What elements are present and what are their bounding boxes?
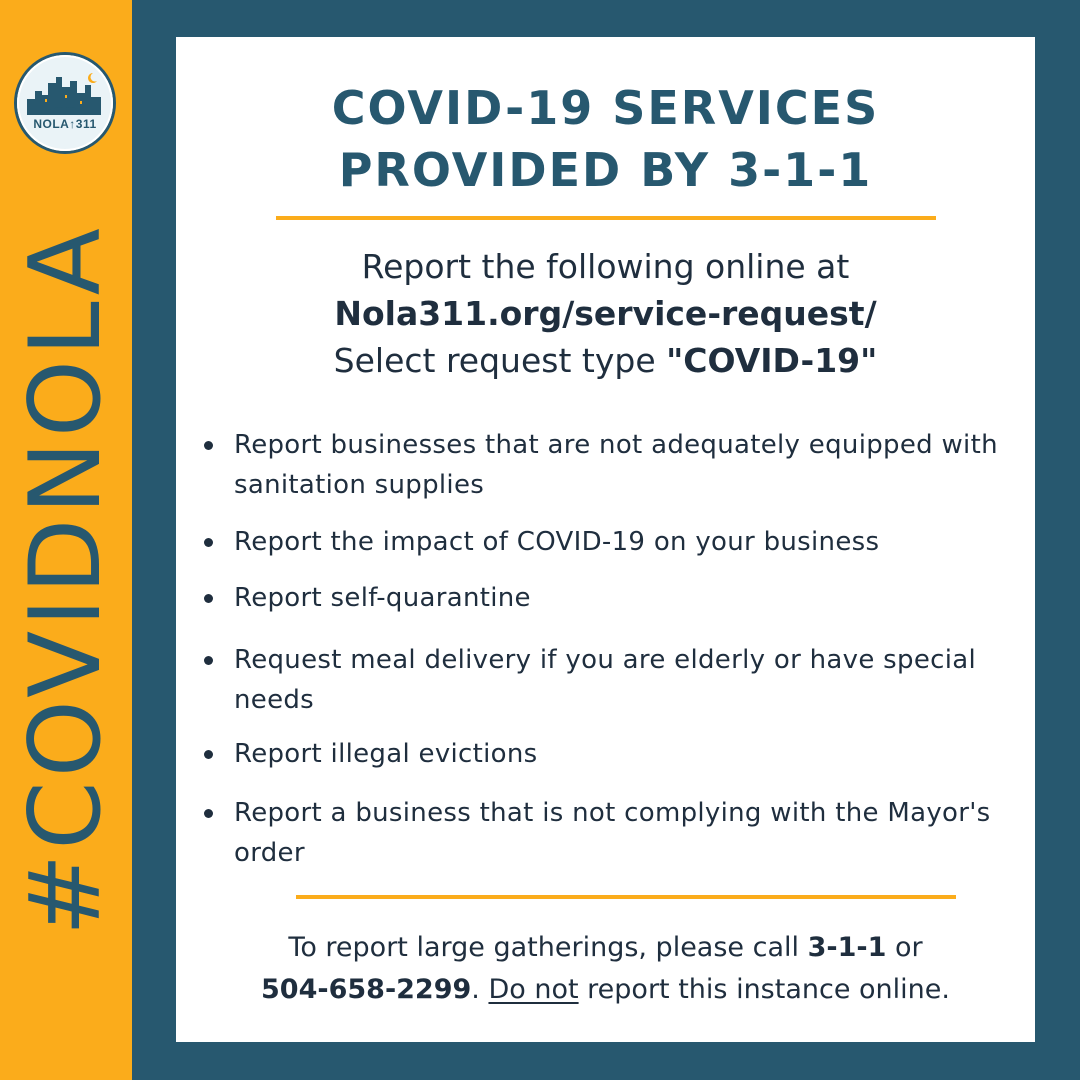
intro-text — [176, 243, 1035, 384]
phone-311: 3-1-1 — [807, 932, 887, 963]
page-title — [176, 77, 1035, 201]
title-line-1: COVID-19 SERVICES — [331, 81, 880, 135]
list-item — [204, 793, 1024, 873]
footer-text-4: report this instance online. — [578, 974, 950, 1005]
list-item — [204, 578, 1024, 618]
list-item-text: Report businesses that are not adequately equipped with sanitation supplies — [234, 430, 998, 500]
bullet-icon — [204, 441, 213, 450]
bullet-icon — [204, 656, 213, 665]
intro-line-3-prefix: Select request type — [333, 341, 667, 380]
city-skyline-icon — [17, 55, 113, 151]
bullet-icon — [204, 750, 213, 759]
services-list — [204, 425, 1024, 873]
service-request-link[interactable]: Nola311.org/service-request/ — [334, 294, 877, 333]
footer-text-3: . — [471, 974, 489, 1005]
list-item-text: Request meal delivery if you are elderly or have special needs — [234, 645, 977, 715]
footer-note — [176, 927, 1035, 1011]
title-line-2: PROVIDED BY 3-1-1 — [338, 143, 873, 197]
list-item — [204, 425, 1024, 505]
list-item-text: Report illegal evictions — [234, 739, 538, 769]
top-divider — [276, 216, 936, 220]
list-item — [204, 640, 1024, 720]
footer-text-2: or — [886, 932, 923, 963]
bullet-icon — [204, 594, 213, 603]
bullet-icon — [204, 538, 213, 547]
phone-number: 504-658-2299 — [261, 974, 472, 1005]
intro-line-3 — [176, 337, 1035, 384]
list-item — [204, 734, 1024, 774]
list-item-text: Report a business that is not complying with the Mayor's order — [234, 798, 991, 868]
bullet-icon — [204, 809, 213, 818]
info-card — [176, 37, 1035, 1042]
hashtag-text: #COVIDNOLA — [9, 224, 123, 936]
logo-text: NOLA↑311 — [33, 117, 97, 131]
request-type-label: "COVID-19" — [666, 341, 878, 380]
nola311-logo — [14, 52, 116, 154]
list-item-text: Report self-quarantine — [234, 583, 531, 613]
bottom-divider — [296, 895, 956, 899]
list-item — [204, 522, 1024, 562]
list-item-text: Report the impact of COVID-19 on your business — [234, 527, 880, 557]
intro-line-1: Report the following online at — [361, 247, 850, 286]
left-sidebar — [0, 0, 132, 1080]
footer-text-1: To report large gatherings, please call — [288, 932, 808, 963]
do-not-emphasis: Do not — [488, 974, 579, 1005]
